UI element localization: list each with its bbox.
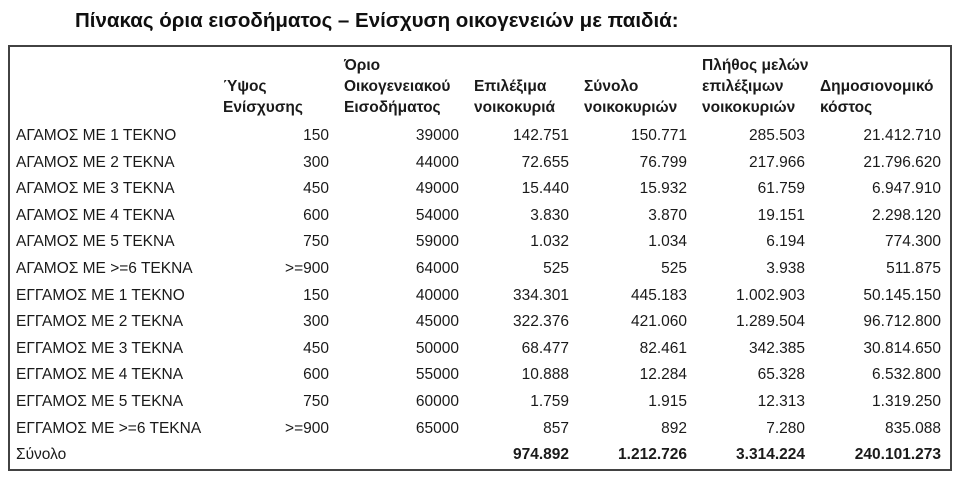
table-cell: 150 (303, 286, 329, 304)
table-cell: 450 (303, 180, 329, 198)
table-cell: 240.101.273 (854, 446, 941, 464)
income-limits-table (10, 47, 950, 469)
table-cell: 21.412.710 (863, 127, 941, 144)
table-cell: 45000 (415, 313, 459, 331)
table-cell: 12.284 (639, 366, 687, 384)
table-cell: 55000 (415, 366, 459, 384)
table-cell: 150 (303, 127, 329, 144)
header-row (10, 47, 950, 123)
table-cell: >=900 (285, 419, 329, 437)
table-cell: 6.947.910 (872, 180, 941, 198)
table-cell: 49000 (415, 180, 459, 198)
table-cell: 3.870 (648, 206, 687, 224)
table-cell: 857 (543, 419, 569, 437)
table-cell: 774.300 (884, 233, 941, 251)
table-cell: 525 (543, 259, 569, 277)
table-row (10, 309, 950, 336)
table-cell (338, 442, 468, 469)
col-header-label (10, 47, 217, 123)
col-header-fiscal-cost: Δημοσιονομικό κόστος (820, 78, 934, 116)
row-label: ΑΓΑΜΟΣ ΜΕ 2 ΤΕΚΝΑ (16, 153, 175, 171)
table-row (10, 389, 950, 416)
table-cell: 65000 (415, 419, 459, 437)
table-cell: 835.088 (884, 419, 941, 437)
table-cell: 10.888 (521, 366, 569, 384)
table-cell: 21.796.620 (863, 153, 941, 171)
table-cell: 68.477 (521, 339, 569, 357)
table-cell: 300 (303, 153, 329, 171)
table-cell: 61.759 (757, 180, 805, 198)
total-row (10, 442, 950, 469)
table-cell: 600 (303, 206, 329, 224)
table-row (10, 150, 950, 177)
table-row (10, 229, 950, 256)
table-cell: 285.503 (748, 127, 805, 144)
table-row (10, 416, 950, 443)
table-cell: 1.212.726 (618, 446, 687, 464)
table-cell: 421.060 (630, 313, 687, 331)
income-limits-table-frame (8, 45, 952, 471)
row-label: ΑΓΑΜΟΣ ΜΕ >=6 ΤΕΚΝΑ (16, 259, 193, 277)
col-header-aid-amount: Ύψος Ενίσχυσης (223, 78, 303, 116)
table-cell: 2.298.120 (872, 206, 941, 224)
table-cell: 1.034 (648, 233, 687, 251)
table-cell: 450 (303, 339, 329, 357)
table-row (10, 362, 950, 389)
table-cell: 50000 (415, 339, 459, 357)
table-cell (217, 442, 338, 469)
col-header-total-households: Σύνολο νοικοκυριών (584, 78, 678, 116)
col-header-eligible-members: Πλήθος μελών επιλέξιμων νοικοκυριών (702, 57, 809, 116)
table-cell: 59000 (415, 233, 459, 251)
table-row (10, 203, 950, 230)
table-cell: 44000 (415, 153, 459, 171)
row-label: ΕΓΓΑΜΟΣ ΜΕ >=6 ΤΕΚΝΑ (16, 419, 202, 437)
row-label: ΑΓΑΜΟΣ ΜΕ 5 ΤΕΚΝΑ (16, 233, 175, 251)
table-cell: 750 (303, 392, 329, 410)
table-cell: 3.830 (530, 206, 569, 224)
table-cell: 217.966 (748, 153, 805, 171)
table-cell: >=900 (285, 259, 329, 277)
table-cell: 445.183 (630, 286, 687, 304)
table-cell: 64000 (415, 259, 459, 277)
row-label: ΕΓΓΑΜΟΣ ΜΕ 1 ΤΕΚΝΟ (16, 286, 185, 304)
table-cell: 974.892 (512, 446, 569, 464)
table-cell: 82.461 (639, 339, 687, 357)
table-cell: 72.655 (521, 153, 569, 171)
col-header-eligible-households: Επιλέξιμα νοικοκυριά (474, 78, 556, 116)
table-cell: 750 (303, 233, 329, 251)
table-cell: 150.771 (630, 127, 687, 144)
table-cell: 1.032 (530, 233, 569, 251)
row-label: ΑΓΑΜΟΣ ΜΕ 1 ΤΕΚΝΟ (16, 127, 177, 144)
table-cell: 7.280 (766, 419, 805, 437)
table-row (10, 256, 950, 283)
table-cell: 511.875 (886, 259, 941, 277)
table-cell: 1.002.903 (736, 286, 805, 304)
table-cell: 76.799 (639, 153, 687, 171)
table-cell: 3.314.224 (736, 446, 805, 464)
table-cell: 30.814.650 (863, 339, 941, 357)
table-cell: 300 (303, 313, 329, 331)
table-cell: 50.145.150 (863, 286, 941, 304)
table-header (10, 47, 950, 123)
table-cell: 15.440 (521, 180, 569, 198)
row-label: ΕΓΓΑΜΟΣ ΜΕ 3 ΤΕΚΝΑ (16, 339, 184, 357)
row-label: Σύνολο (16, 446, 67, 464)
table-cell: 3.938 (766, 259, 805, 277)
table-cell: 892 (661, 419, 687, 437)
table-row (10, 123, 950, 150)
table-cell: 60000 (415, 392, 459, 410)
table-cell: 525 (661, 259, 687, 277)
table-cell: 39000 (415, 127, 459, 144)
table-cell: 1.289.504 (736, 313, 805, 331)
table-cell: 322.376 (512, 313, 569, 331)
row-label: ΑΓΑΜΟΣ ΜΕ 4 ΤΕΚΝΑ (16, 206, 175, 224)
table-cell: 54000 (415, 206, 459, 224)
table-cell: 12.313 (757, 392, 805, 410)
table-cell: 1.759 (530, 392, 569, 410)
col-header-income-limit: Όριο Οικογενειακού Εισοδήματος (344, 57, 451, 116)
row-label: ΕΓΓΑΜΟΣ ΜΕ 2 ΤΕΚΝΑ (16, 313, 184, 331)
table-cell: 1.319.250 (872, 392, 941, 410)
table-cell: 1.915 (648, 392, 687, 410)
row-label: ΕΓΓΑΜΟΣ ΜΕ 5 ΤΕΚΝΑ (16, 392, 184, 410)
table-row (10, 336, 950, 363)
page-title: Πίνακας όρια εισοδήματος – Ενίσχυση οικογενειών με παιδιά: (75, 9, 679, 32)
row-label: ΑΓΑΜΟΣ ΜΕ 3 ΤΕΚΝΑ (16, 180, 175, 198)
table-row (10, 283, 950, 310)
table-cell: 142.751 (512, 127, 569, 144)
table-cell: 6.194 (766, 233, 805, 251)
table-cell: 15.932 (639, 180, 687, 198)
table-cell: 96.712.800 (863, 313, 941, 331)
row-label: ΕΓΓΑΜΟΣ ΜΕ 4 ΤΕΚΝΑ (16, 366, 184, 384)
table-body (10, 123, 950, 469)
table-cell: 334.301 (512, 286, 569, 304)
table-cell: 40000 (415, 286, 459, 304)
table-cell: 19.151 (757, 206, 805, 224)
table-cell: 65.328 (757, 366, 805, 384)
table-cell: 342.385 (748, 339, 805, 357)
table-row (10, 176, 950, 203)
table-cell: 600 (303, 366, 329, 384)
table-cell: 6.532.800 (872, 366, 941, 384)
